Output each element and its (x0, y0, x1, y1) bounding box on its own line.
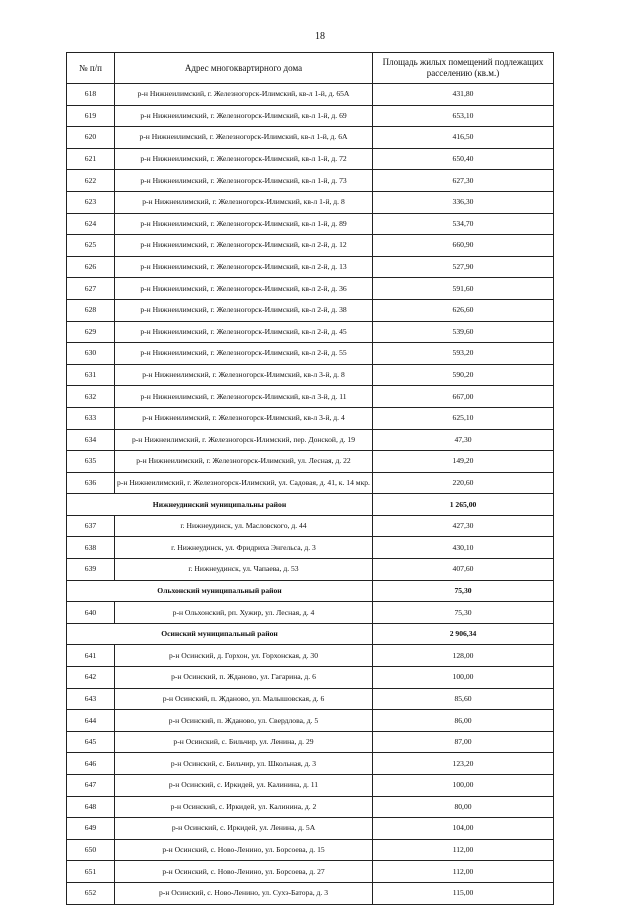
row-area: 128,00 (373, 645, 554, 667)
row-area: 407,60 (373, 559, 554, 581)
row-number: 638 (67, 537, 115, 559)
row-area: 104,00 (373, 818, 554, 840)
section-total-area: 1 265,00 (373, 494, 554, 516)
row-number: 632 (67, 386, 115, 408)
table-row (67, 710, 554, 732)
row-number: 624 (67, 213, 115, 235)
row-area: 47,30 (373, 429, 554, 451)
row-address: р-н Нижнеилимский, г. Железногорск-Илимский, ул. Лесная, д. 22 (115, 451, 373, 473)
table-row (67, 148, 554, 170)
table-row (67, 235, 554, 257)
section-total-area: 75,30 (373, 580, 554, 602)
row-area: 653,10 (373, 105, 554, 127)
row-number: 644 (67, 710, 115, 732)
table-row (67, 472, 554, 494)
row-area: 112,00 (373, 839, 554, 861)
row-address: р-н Осинский, с. Ново-Ленино, ул. Борсоева, д. 27 (115, 861, 373, 883)
row-area: 220,60 (373, 472, 554, 494)
page-number: 18 (315, 31, 325, 42)
table-row (67, 796, 554, 818)
row-address: г. Нижнеудинск, ул. Фридриха Энгельса, д. 3 (115, 537, 373, 559)
row-area: 660,90 (373, 235, 554, 257)
row-address: р-н Нижнеилимский, г. Железногорск-Илимский, кв-л 1-й, д. 8 (115, 191, 373, 213)
row-area: 667,00 (373, 386, 554, 408)
row-address: р-н Нижнеилимский, г. Железногорск-Илимский, кв-л 2-й, д. 36 (115, 278, 373, 300)
section-header-row (67, 580, 554, 602)
table-row (67, 818, 554, 840)
row-address: р-н Нижнеилимский, г. Железногорск-Илимский, кв-л 1-й, д. 73 (115, 170, 373, 192)
table-row (67, 602, 554, 624)
row-number: 649 (67, 818, 115, 840)
table-row (67, 429, 554, 451)
row-address: р-н Нижнеилимский, г. Железногорск-Илимский, кв-л 2-й, д. 45 (115, 321, 373, 343)
row-address: р-н Осинский, с. Бильчир, ул. Ленина, д. 29 (115, 731, 373, 753)
row-address: р-н Осинский, с. Иркидей, ул. Калинина, д. 2 (115, 796, 373, 818)
table-row (67, 386, 554, 408)
row-address: р-н Нижнеилимский, г. Железногорск-Илимский, кв-л 2-й, д. 55 (115, 343, 373, 365)
row-number: 647 (67, 775, 115, 797)
row-area: 534,70 (373, 213, 554, 235)
row-number: 651 (67, 861, 115, 883)
row-address: р-н Осинский, д. Горхон, ул. Горхонская, д. 30 (115, 645, 373, 667)
row-number: 628 (67, 299, 115, 321)
table-row (67, 170, 554, 192)
table-row (67, 364, 554, 386)
section-title: Ольхонский муниципальный район (67, 580, 373, 602)
row-address: р-н Нижнеилимский, г. Железногорск-Илимский, ул. Садовая, д. 41, к. 14 мкр. (115, 472, 373, 494)
row-address: г. Нижнеудинск, ул. Чапаева, д. 53 (115, 559, 373, 581)
row-address: р-н Осинский, с. Ново-Ленино, ул. Борсоева, д. 15 (115, 839, 373, 861)
row-address: р-н Нижнеилимский, г. Железногорск-Илимский, кв-л 1-й, д. 72 (115, 148, 373, 170)
row-area: 87,00 (373, 731, 554, 753)
row-address: р-н Нижнеилимский, г. Железногорск-Илимский, кв-л 2-й, д. 38 (115, 299, 373, 321)
row-area: 80,00 (373, 796, 554, 818)
row-area: 527,90 (373, 256, 554, 278)
row-number: 631 (67, 364, 115, 386)
row-area: 115,00 (373, 882, 554, 904)
row-number: 622 (67, 170, 115, 192)
row-area: 625,10 (373, 407, 554, 429)
row-number: 641 (67, 645, 115, 667)
row-address: р-н Нижнеилимский, г. Железногорск-Илимский, кв-л 3-й, д. 8 (115, 364, 373, 386)
column-header-address: Адрес многоквартирного дома (115, 53, 373, 84)
table-row (67, 688, 554, 710)
row-area: 75,30 (373, 602, 554, 624)
row-address: р-н Нижнеилимский, г. Железногорск-Илимский, кв-л 1-й, д. 69 (115, 105, 373, 127)
table-row (67, 559, 554, 581)
row-address: р-н Нижнеилимский, г. Железногорск-Илимский, кв-л 1-й, д. 6А (115, 127, 373, 149)
row-area: 85,60 (373, 688, 554, 710)
table-row (67, 775, 554, 797)
row-number: 618 (67, 84, 115, 106)
section-header-row (67, 623, 554, 645)
housing-table (66, 52, 554, 905)
row-number: 643 (67, 688, 115, 710)
row-address: р-н Осинский, с. Бильчир, ул. Школьная, д. 3 (115, 753, 373, 775)
table-body (67, 84, 554, 905)
row-area: 100,00 (373, 775, 554, 797)
table-row (67, 861, 554, 883)
row-address: р-н Осинский, с. Иркидей, ул. Калинина, д. 11 (115, 775, 373, 797)
row-area: 591,60 (373, 278, 554, 300)
row-number: 623 (67, 191, 115, 213)
table-row (67, 256, 554, 278)
table-row (67, 839, 554, 861)
row-area: 627,30 (373, 170, 554, 192)
row-address: р-н Нижнеилимский, г. Железногорск-Илимский, пер. Донской, д. 19 (115, 429, 373, 451)
row-area: 336,30 (373, 191, 554, 213)
table-row (67, 299, 554, 321)
row-area: 86,00 (373, 710, 554, 732)
table-row (67, 191, 554, 213)
table-row (67, 278, 554, 300)
row-number: 633 (67, 407, 115, 429)
row-number: 652 (67, 882, 115, 904)
table-row (67, 667, 554, 689)
row-number: 645 (67, 731, 115, 753)
row-address: р-н Нижнеилимский, г. Железногорск-Илимский, кв-л 3-й, д. 11 (115, 386, 373, 408)
table-row (67, 451, 554, 473)
row-number: 636 (67, 472, 115, 494)
row-number: 634 (67, 429, 115, 451)
row-number: 646 (67, 753, 115, 775)
row-number: 626 (67, 256, 115, 278)
row-area: 590,20 (373, 364, 554, 386)
table-row (67, 213, 554, 235)
row-number: 627 (67, 278, 115, 300)
row-number: 640 (67, 602, 115, 624)
row-address: г. Нижнеудинск, ул. Масловского, д. 44 (115, 515, 373, 537)
row-number: 650 (67, 839, 115, 861)
table-row (67, 731, 554, 753)
table-header-row (67, 53, 554, 84)
table-row (67, 515, 554, 537)
row-number: 619 (67, 105, 115, 127)
section-total-area: 2 906,34 (373, 623, 554, 645)
table-row (67, 105, 554, 127)
row-number: 621 (67, 148, 115, 170)
table-row (67, 321, 554, 343)
section-title: Осинский муниципальный район (67, 623, 373, 645)
row-number: 620 (67, 127, 115, 149)
row-area: 427,30 (373, 515, 554, 537)
column-header-area: Площадь жилых помещений подлежащих расселению (кв.м.) (373, 53, 554, 84)
table-row (67, 407, 554, 429)
row-number: 635 (67, 451, 115, 473)
row-address: р-н Осинский, п. Жданово, ул. Гагарина, д. 6 (115, 667, 373, 689)
column-header-num: № п/п (67, 53, 115, 84)
row-area: 430,10 (373, 537, 554, 559)
row-area: 593,20 (373, 343, 554, 365)
row-area: 626,60 (373, 299, 554, 321)
row-area: 416,50 (373, 127, 554, 149)
row-address: р-н Осинский, п. Жданово, ул. Свердлова, д. 5 (115, 710, 373, 732)
table-row (67, 127, 554, 149)
table-row (67, 753, 554, 775)
row-address: р-н Осинский, с. Иркидей, ул. Ленина, д. 5А (115, 818, 373, 840)
row-number: 629 (67, 321, 115, 343)
row-number: 637 (67, 515, 115, 537)
row-area: 149,20 (373, 451, 554, 473)
row-address: р-н Нижнеилимский, г. Железногорск-Илимский, кв-л 2-й, д. 12 (115, 235, 373, 257)
row-address: р-н Ольхонский, рп. Хужир, ул. Лесная, д. 4 (115, 602, 373, 624)
row-area: 112,00 (373, 861, 554, 883)
row-address: р-н Нижнеилимский, г. Железногорск-Илимский, кв-л 2-й, д. 13 (115, 256, 373, 278)
table-row (67, 645, 554, 667)
section-title: Нижнеудинский муниципальны район (67, 494, 373, 516)
table-row (67, 537, 554, 559)
row-number: 648 (67, 796, 115, 818)
row-address: р-н Осинский, п. Жданово, ул. Малышовская, д. 6 (115, 688, 373, 710)
row-address: р-н Нижнеилимский, г. Железногорск-Илимский, кв-л 3-й, д. 4 (115, 407, 373, 429)
row-address: р-н Нижнеилимский, г. Железногорск-Илимский, кв-л 1-й, д. 65А (115, 84, 373, 106)
row-number: 625 (67, 235, 115, 257)
row-area: 123,20 (373, 753, 554, 775)
row-address: р-н Осинский, с. Ново-Ленино, ул. Сухэ-Батора, д. 3 (115, 882, 373, 904)
row-area: 539,60 (373, 321, 554, 343)
row-number: 630 (67, 343, 115, 365)
table-row (67, 84, 554, 106)
row-area: 431,80 (373, 84, 554, 106)
row-area: 650,40 (373, 148, 554, 170)
row-area: 100,00 (373, 667, 554, 689)
section-header-row (67, 494, 554, 516)
row-number: 642 (67, 667, 115, 689)
table-row (67, 343, 554, 365)
table-row (67, 882, 554, 904)
row-number: 639 (67, 559, 115, 581)
row-address: р-н Нижнеилимский, г. Железногорск-Илимский, кв-л 1-й, д. 89 (115, 213, 373, 235)
